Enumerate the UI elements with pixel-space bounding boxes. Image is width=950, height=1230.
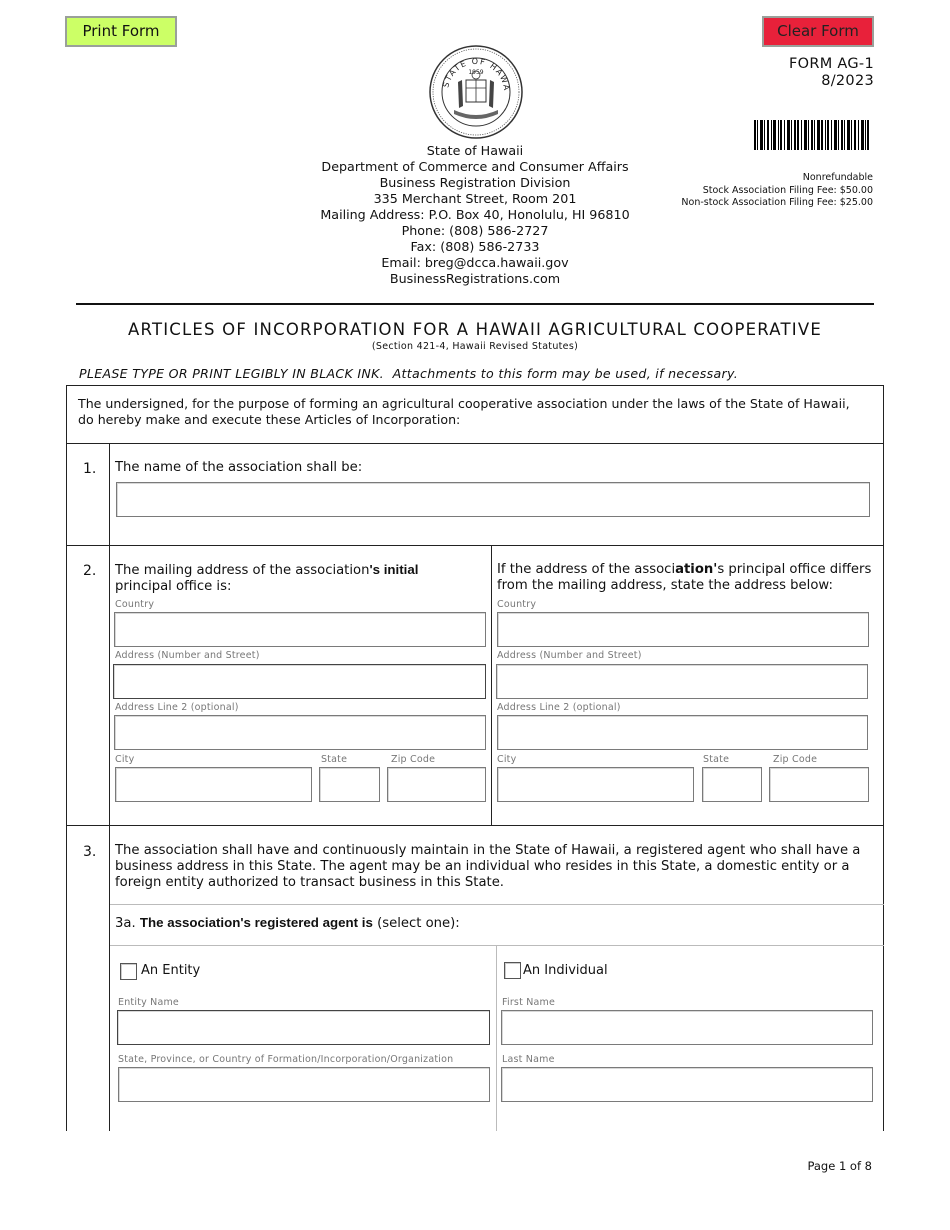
section-3a-number: 3a. <box>115 916 136 931</box>
agency-mailing: Mailing Address: P.O. Box 40, Honolulu, HI 96810 <box>320 207 630 222</box>
agency-division: Business Registration Division <box>379 175 571 190</box>
fee-info <box>681 172 873 210</box>
form-number-block <box>789 56 874 90</box>
section-2-number: 2. <box>83 563 97 579</box>
agency-email: Email: breg@dcca.hawaii.gov <box>381 255 569 270</box>
section-2-left-question <box>115 562 485 595</box>
mailing-country-input[interactable] <box>114 612 486 647</box>
section-3-text: The association shall have and continuously maintain in the State of Hawaii, a registered agent who shall have a business address in this State. The agent may be an individual who resides in this State, a domestic entity or a foreign entity authorized to transact business in this State. <box>115 843 861 890</box>
left-question-bold: 's initial <box>369 562 419 577</box>
last-name-label: Last Name <box>502 1054 555 1065</box>
instructions <box>79 366 738 381</box>
seal-text: STATE OF HAWA <box>441 56 512 93</box>
first-name-input[interactable] <box>501 1010 873 1045</box>
clear-form-button[interactable]: Clear Form <box>762 16 874 47</box>
divider <box>110 945 884 946</box>
seal-year: 1959 <box>468 69 484 76</box>
address-line2-label: Address Line 2 (optional) <box>115 702 239 713</box>
zip-label: Zip Code <box>391 754 436 765</box>
state-seal-icon <box>428 44 524 140</box>
mailing-address-line2-input[interactable] <box>114 715 486 750</box>
agency-department: Department of Commerce and Consumer Affairs <box>321 159 629 174</box>
principal-country-input[interactable] <box>497 612 869 647</box>
section2-column-divider <box>491 545 492 825</box>
principal-zip-input[interactable] <box>769 767 869 802</box>
entity-formation-input[interactable] <box>118 1067 490 1102</box>
individual-option-label: An Individual <box>523 963 608 978</box>
street-label: Address (Number and Street) <box>115 650 260 661</box>
association-name-input[interactable] <box>116 482 870 517</box>
fee-stock: Stock Association Filing Fee: $50.00 <box>702 184 873 196</box>
instructions-rest: Attachments to this form may be used, if necessary. <box>392 366 739 381</box>
last-name-input[interactable] <box>501 1067 873 1102</box>
section-3a-bold: The association's registered agent is <box>139 915 373 930</box>
country-label: Country <box>497 599 537 610</box>
section-1-label: The name of the association shall be: <box>115 460 363 475</box>
left-question-text-2: principal office is: <box>115 579 232 594</box>
entity-formation-label: State, Province, or Country of Formation/Incorporation/Organization <box>118 1054 454 1065</box>
mailing-city-input[interactable] <box>115 767 312 802</box>
street-label: Address (Number and Street) <box>497 650 642 661</box>
entity-name-input[interactable] <box>117 1010 490 1045</box>
agency-address: 335 Merchant Street, Room 201 <box>373 191 577 206</box>
fee-nonrefundable: Nonrefundable <box>802 172 873 183</box>
country-label: Country <box>115 599 155 610</box>
entity-checkbox[interactable] <box>120 963 137 980</box>
right-question-text: If the address of the associ <box>497 562 676 577</box>
print-form-button[interactable]: Print Form <box>65 16 177 47</box>
barcode <box>754 120 870 150</box>
state-label: State <box>703 754 730 765</box>
form-number: FORM AG-1 <box>788 56 874 72</box>
divider <box>66 825 884 826</box>
form-title: ARTICLES OF INCORPORATION FOR A HAWAII AGRICULTURAL COOPERATIVE <box>128 320 822 339</box>
intro-text: The undersigned, for the purpose of forming an agricultural cooperative association under the laws of the State of Hawaii, do hereby make and execute these Articles of Incorporation: <box>78 396 850 427</box>
header-divider <box>76 303 874 305</box>
fee-nonstock: Non-stock Association Filing Fee: $25.00 <box>681 197 873 209</box>
instructions-lead: PLEASE TYPE OR PRINT LEGIBLY IN BLACK INK. <box>79 366 384 381</box>
form-subtitle: (Section 421-4, Hawaii Revised Statutes) <box>371 341 579 352</box>
right-question-text-2: s principal office differs from the mailing address, state the address below: <box>497 562 872 593</box>
section-3-number: 3. <box>83 844 97 860</box>
individual-checkbox[interactable] <box>504 962 521 979</box>
divider <box>66 545 884 546</box>
section-2-right-question <box>497 562 877 594</box>
state-label: State <box>321 754 348 765</box>
principal-street-input[interactable] <box>496 664 868 699</box>
section3-column-divider <box>496 945 497 1131</box>
city-label: City <box>115 754 135 765</box>
mailing-state-input[interactable] <box>319 767 380 802</box>
divider <box>110 904 884 905</box>
section-1-number: 1. <box>83 461 97 477</box>
page-number: Page 1 of 8 <box>807 1159 872 1173</box>
agency-state: State of Hawaii <box>426 143 524 158</box>
principal-address-line2-input[interactable] <box>497 715 868 750</box>
mailing-street-input[interactable] <box>113 664 486 699</box>
agency-info <box>250 143 700 287</box>
entity-option-label: An Entity <box>141 963 201 978</box>
agency-fax: Fax: (808) 586-2733 <box>410 239 540 254</box>
right-question-bold: ation' <box>675 562 718 577</box>
agency-phone: Phone: (808) 586-2727 <box>401 223 549 238</box>
first-name-label: First Name <box>502 997 556 1008</box>
divider <box>66 443 884 444</box>
form-date: 8/2023 <box>821 73 874 89</box>
agency-website: BusinessRegistrations.com <box>389 271 561 286</box>
section-3a-suffix: (select one): <box>377 916 460 931</box>
principal-city-input[interactable] <box>497 767 694 802</box>
entity-name-label: Entity Name <box>118 997 179 1008</box>
principal-state-input[interactable] <box>702 767 762 802</box>
address-line2-label: Address Line 2 (optional) <box>497 702 621 713</box>
number-column-divider <box>109 443 110 1131</box>
section-3a-question <box>115 915 460 932</box>
left-question-text: The mailing address of the association <box>115 563 370 578</box>
zip-label: Zip Code <box>773 754 818 765</box>
mailing-zip-input[interactable] <box>387 767 486 802</box>
city-label: City <box>497 754 517 765</box>
